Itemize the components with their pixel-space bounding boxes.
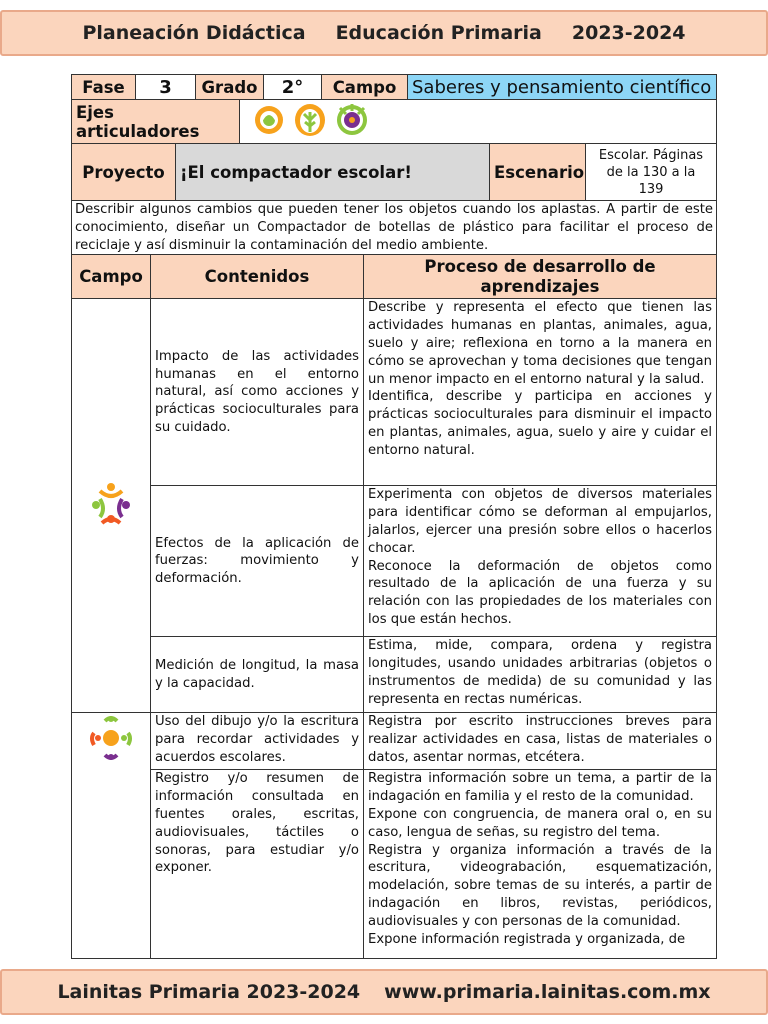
proyecto-label: Proyecto — [72, 144, 176, 201]
escenario-label: Escenario — [490, 144, 586, 201]
fase-label: Fase — [72, 75, 136, 100]
header-banner — [0, 10, 768, 56]
header-year: 2023-2024 — [571, 22, 686, 44]
vida-saludable-icon — [291, 102, 329, 142]
contenido-5: Registro y/o resumen de información consultada en fuentes orales, escritas, audiovisuales, táctiles o sonoras, para estudiar y/o exponer. — [151, 770, 364, 959]
fase-value: 3 — [136, 75, 196, 100]
contenido-3: Medición de longitud, la masa y la capacidad. — [151, 637, 364, 713]
lenguajes-campo-icon — [88, 713, 134, 767]
saberes-campo-icon — [86, 479, 136, 533]
contenido-4: Uso del dibujo y/o la escritura para recordar actividades y acuerdos escolares. — [151, 713, 364, 770]
ejes-label: Ejes articuladores — [72, 100, 240, 144]
proceso-5: Registra información sobre un tema, a partir de la indagación en familia y el resto de la comunidad. Expone con congruencia, de manera oral o, en su caso, lengua de señas, su registro del tema. Registra y organiza información a través de la escritura, videograbación, esquematización, modelación, sobre temas de su interés, a partir de indagación en libros, revistas, periódicos, audiovisuales y con personas de la comunidad. Expone información registrada y organizada, de — [364, 770, 717, 959]
apropiacion-culturas-icon — [334, 102, 370, 142]
interculturalidad-icon — [252, 103, 286, 141]
contenido-1: Impacto de las actividades humanas en el entorno natural, así como acciones y prácticas socioculturales para su cuidado. — [151, 299, 364, 486]
proceso-3: Estima, mide, compara, ordena y registra longitudes, usando unidades arbitrarias (objetos o instrumentos de medida) de su comunidad y las representa en rectas numéricas. — [364, 637, 717, 713]
proceso-1: Describe y representa el efecto que tienen las actividades humanas en plantas, animales, agua, suelo y aire; reflexiona en torno a la manera en cómo se aprovechan y toma decisiones que tengan un menor impacto en el entorno natural y la salud. Identifica, describe y participa en acciones y prácticas socioculturales para disminuir el impacto en plantas, animales, agua, suelo y aire y cuidar el entorno natural. — [364, 299, 717, 486]
info-table — [71, 74, 717, 100]
col-contenidos-header: Contenidos — [151, 255, 364, 299]
proceso-4: Registra por escrito instrucciones breves para realizar actividades en casa, listas de materiales o datos, asentar normas, etcétera. — [364, 713, 717, 770]
campo-saberes-cell — [72, 299, 151, 713]
campo-lenguajes-cell — [72, 713, 151, 959]
footer-brand: Lainitas Primaria 2023-2024 — [57, 981, 361, 1003]
contenidos-table — [71, 254, 717, 959]
descripcion-table — [71, 200, 717, 255]
grado-label: Grado — [196, 75, 264, 100]
header-level: Educación Primaria — [335, 22, 542, 44]
escenario-value: Escolar. Páginas de la 130 a la 139 — [586, 144, 717, 201]
col-proceso-header: Proceso de desarrollo de aprendizajes — [364, 255, 717, 299]
ejes-icons — [240, 100, 717, 144]
proyecto-table — [71, 143, 717, 201]
ejes-table — [71, 99, 717, 144]
footer-url[interactable]: www.primaria.lainitas.com.mx — [384, 981, 711, 1003]
footer-banner — [0, 969, 768, 1015]
header-title: Planeación Didáctica — [82, 22, 306, 44]
planeacion-table-wrapper — [71, 74, 717, 959]
proyecto-descripcion: Describir algunos cambios que pueden tener los objetos cuando los aplastas. A partir de este conocimiento, diseñar un Compactador de botellas de plástico para facilitar el proceso de reciclaje y así disminuir la contaminación del medio ambiente. — [72, 201, 717, 255]
proyecto-value: ¡El compactador escolar! — [176, 144, 490, 201]
proceso-2: Experimenta con objetos de diversos materiales para identificar cómo se deforman al empujarlos, jalarlos, ejercer una presión sobre ellos o hacerlos chocar. Reconoce la deformación de objetos como resultado de la aplicación de una fuerza y su relación con las propiedades de los materiales con los que están hechos. — [364, 486, 717, 637]
grado-value: 2° — [264, 75, 322, 100]
contenido-2: Efectos de la aplicación de fuerzas: movimiento y deformación. — [151, 486, 364, 637]
col-campo-header: Campo — [72, 255, 151, 299]
campo-label: Campo — [322, 75, 408, 100]
campo-value: Saberes y pensamiento científico — [408, 75, 717, 100]
